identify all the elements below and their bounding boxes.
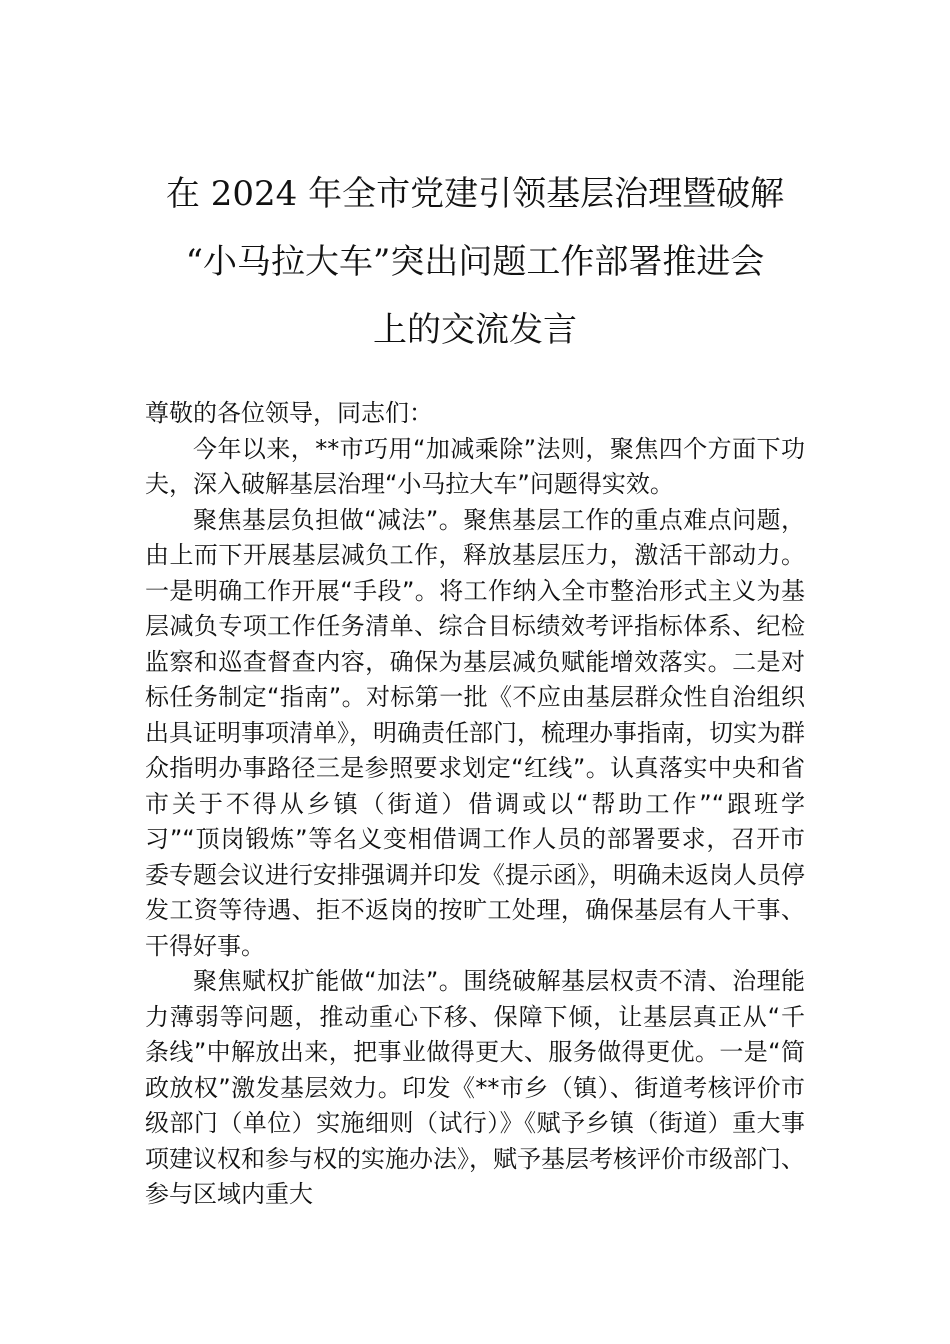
paragraph-addition: 聚焦赋权扩能做“加法”。围绕破解基层权责不清、治理能力薄弱等问题，推动重心下移、保障下倾，让基层真正从“千条线”中解放出来，把事业做得更大、服务做得更优。一是“简政放权”激发基层效力。印发《**市乡（镇）、街道考核评价市级部门（单位）实施细则（试行）》《赋予乡镇（街道）重大事项建议权和参与权的实施办法》，赋予基层考核评价市级部门、参与区域内重大 <box>145 967 805 1208</box>
title-line-2: “小马拉大车”突出问题工作部署推进会 <box>185 242 765 282</box>
title-line-1: 在 2024 年全市党建引领基层治理暨破解 <box>165 174 785 214</box>
document-title <box>120 160 830 364</box>
paragraph-intro: 今年以来，**市巧用“加减乘除”法则，聚焦四个方面下功夫，深入破解基层治理“小马拉大车”问题得实效。 <box>145 434 805 498</box>
paragraph-subtraction: 聚焦基层负担做“减法”。聚焦基层工作的重点难点问题，由上而下开展基层减负工作，释放基层压力，激活干部动力。一是明确工作开展“手段”。将工作纳入全市整治形式主义为基层减负专项工作任务清单、综合目标绩效考评指标体系、纪检监察和巡查督查内容，确保为基层减负赋能增效落实。二是对标任务制定“指南”。对标第一批《不应由基层群众性自治组织出具证明事项清单》，明确责任部门，梳理办事指南，切实为群众指明办事路径三是参照要求划定“红线”。认真落实中央和省市关于不得从乡镇（街道）借调或以“帮助工作”“跟班学习”“顶岗锻炼”等名义变相借调工作人员的部署要求，召开市委专题会议进行安排强调并印发《提示函》，明确未返岗人员停发工资等待遇、拒不返岗的按旷工处理，确保基层有人干事、干得好事。 <box>145 505 805 960</box>
title-line-3: 上的交流发言 <box>373 310 577 350</box>
document-body <box>145 396 805 1213</box>
salutation: 尊敬的各位领导，同志们： <box>145 399 433 427</box>
